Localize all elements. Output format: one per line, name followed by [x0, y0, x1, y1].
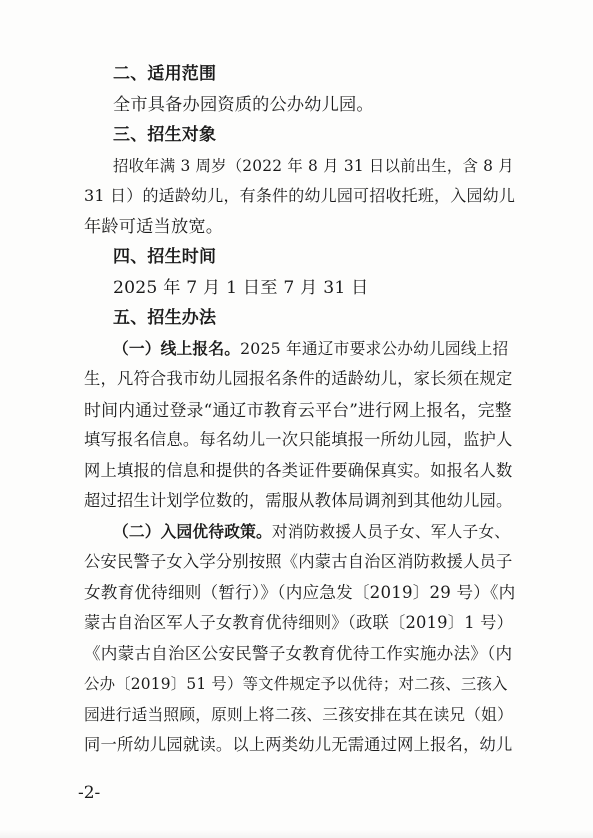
subsection-label-online: （一）线上报名。: [113, 338, 241, 358]
section-body-time: 2025 年 7 月 1 日至 7 月 31 日: [113, 277, 369, 298]
paragraph-text: 对消防救援人员子女、军人子女、: [271, 521, 511, 541]
section-body-scope: 全市具备办园资质的公办幼儿园。: [113, 94, 374, 115]
paragraph-line: 填写报名信息。每名幼儿一次只能填报一所幼儿园，监护人: [84, 430, 513, 449]
paragraph-first-line: [113, 337, 513, 361]
paragraph-line: 年龄可适当放宽。: [84, 216, 224, 237]
paragraph-line: 蒙古自治区军人子女教育优待细则》（政联〔2019〕1 号）: [84, 613, 514, 632]
paragraph-line: 时间内通过登录“通辽市教育云平台”进行网上报名，完整: [84, 399, 512, 420]
page-shadow: [0, 830, 593, 838]
page-number: -2-: [78, 783, 101, 803]
section-heading-time: 四、招生时间: [113, 247, 217, 267]
subsection-label-priority: （二）入园优待政策。: [113, 521, 272, 541]
section-heading-method: 五、招生办法: [113, 308, 217, 328]
paragraph-line: 网上填报的信息和提供的各类证件要确保真实。如报名人数: [84, 460, 513, 480]
section-heading-scope: 二、适用范围: [113, 64, 217, 84]
paragraph-line: 招收年满 3 周岁（2022 年 8 月 31 日以前出生，含 8 月: [113, 156, 514, 175]
paragraph-first-line: [113, 520, 513, 544]
paragraph-line: 同一所幼儿园就读。以上两类幼儿无需通过网上报名，幼儿: [84, 735, 513, 754]
paragraph-line: 公安民警子女入学分别按照《内蒙古自治区消防救援人员子: [84, 552, 513, 571]
paragraph-line: 公办〔2019〕51 号）等文件规定予以优待；对二孩、三孩入: [84, 675, 508, 693]
paragraph-line: 园进行适当照顾，原则上将二孩、三孩安排在其在读兄（姐）: [84, 704, 513, 724]
paragraph-line: 女教育优待细则（暂行）》（内应急发〔2019〕29 号）《内: [84, 582, 516, 602]
section-heading-target: 三、招生对象: [113, 125, 217, 145]
paragraph-line: 31 日）的适龄幼儿，有条件的幼儿园可招收托班，入园幼儿: [84, 186, 516, 205]
paragraph-line: 《内蒙古自治区公安民警子女教育优待工作实施办法》（内: [84, 643, 513, 663]
paragraph-line: 超过招生计划学位数的，需服从教体局调剂到其他幼儿园。: [84, 491, 513, 510]
paragraph-line: 生，凡符合我市幼儿园报名条件的适龄幼儿，家长须在规定: [84, 369, 513, 388]
paragraph-text: 2025 年通辽市要求公办幼儿园线上招: [240, 338, 509, 358]
